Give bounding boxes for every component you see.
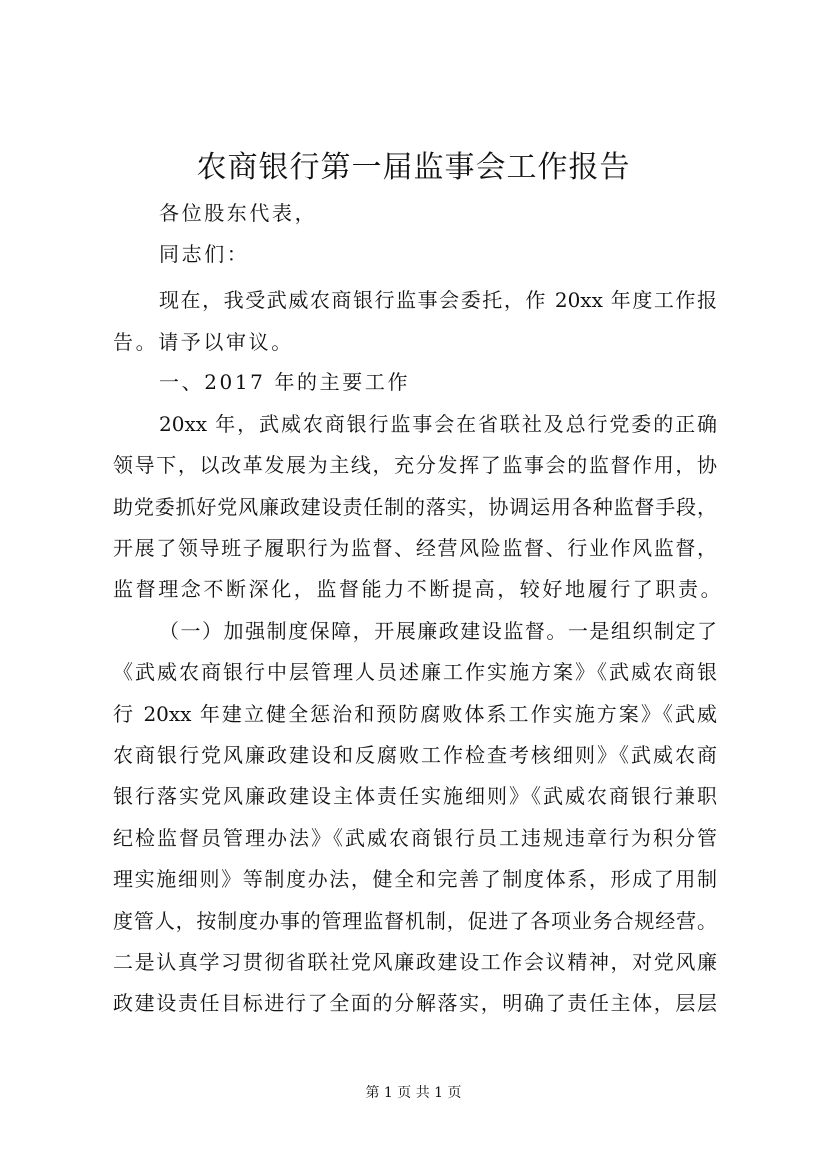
body-line: 理实施细则》等制度办法，健全和完善了制度体系，形成了用制 bbox=[113, 867, 717, 891]
salutation-line: 各位股东代表， bbox=[159, 201, 318, 225]
body-line: 助党委抓好党风廉政建设责任制的落实，协调运用各种监督手段， bbox=[113, 495, 717, 519]
body-line: 银行落实党风廉政建设主体责任实施细则》《武威农商银行兼职 bbox=[113, 784, 717, 808]
body-line: 二是认真学习贯彻省联社党风廉政建设工作会议精神，对党风廉 bbox=[113, 950, 717, 974]
section-heading: 一、2017 年的主要工作 bbox=[159, 370, 411, 394]
page-number-footer: 第 1 页 共 1 页 bbox=[365, 1085, 462, 1101]
body-line: （一）加强制度保障，开展廉政建设监督。一是组织制定了 bbox=[159, 619, 717, 643]
body-line: 纪检监督员管理办法》《武威农商银行员工违规违章行为积分管 bbox=[113, 826, 717, 850]
body-line: 告。请予以审议。 bbox=[113, 330, 294, 354]
body-line: 现在，我受武威农商银行监事会委托，作 20xx 年度工作报 bbox=[159, 288, 717, 312]
body-line: 度管人，按制度办事的管理监督机制，促进了各项业务合规经营。 bbox=[113, 909, 717, 933]
body-line: 行 20xx 年建立健全惩治和预防腐败体系工作实施方案》《武威 bbox=[113, 702, 717, 726]
document-title: 农商银行第一届监事会工作报告 bbox=[196, 150, 631, 185]
body-line: 农商银行党风廉政建设和反腐败工作检查考核细则》《武威农商 bbox=[113, 743, 717, 767]
body-line: 开展了领导班子履职行为监督、经营风险监督、行业作风监督， bbox=[113, 536, 717, 560]
body-line: 20xx 年，武威农商银行监事会在省联社及总行党委的正确 bbox=[159, 412, 717, 436]
body-line: 领导下，以改革发展为主线，充分发挥了监事会的监督作用，协 bbox=[113, 453, 717, 477]
salutation-line: 同志们： bbox=[159, 242, 250, 266]
body-line: 监督理念不断深化，监督能力不断提高，较好地履行了职责。 bbox=[113, 577, 724, 601]
body-line: 《武威农商银行中层管理人员述廉工作实施方案》《武威农商银 bbox=[113, 660, 717, 684]
body-line: 政建设责任目标进行了全面的分解落实，明确了责任主体，层层 bbox=[113, 991, 717, 1015]
